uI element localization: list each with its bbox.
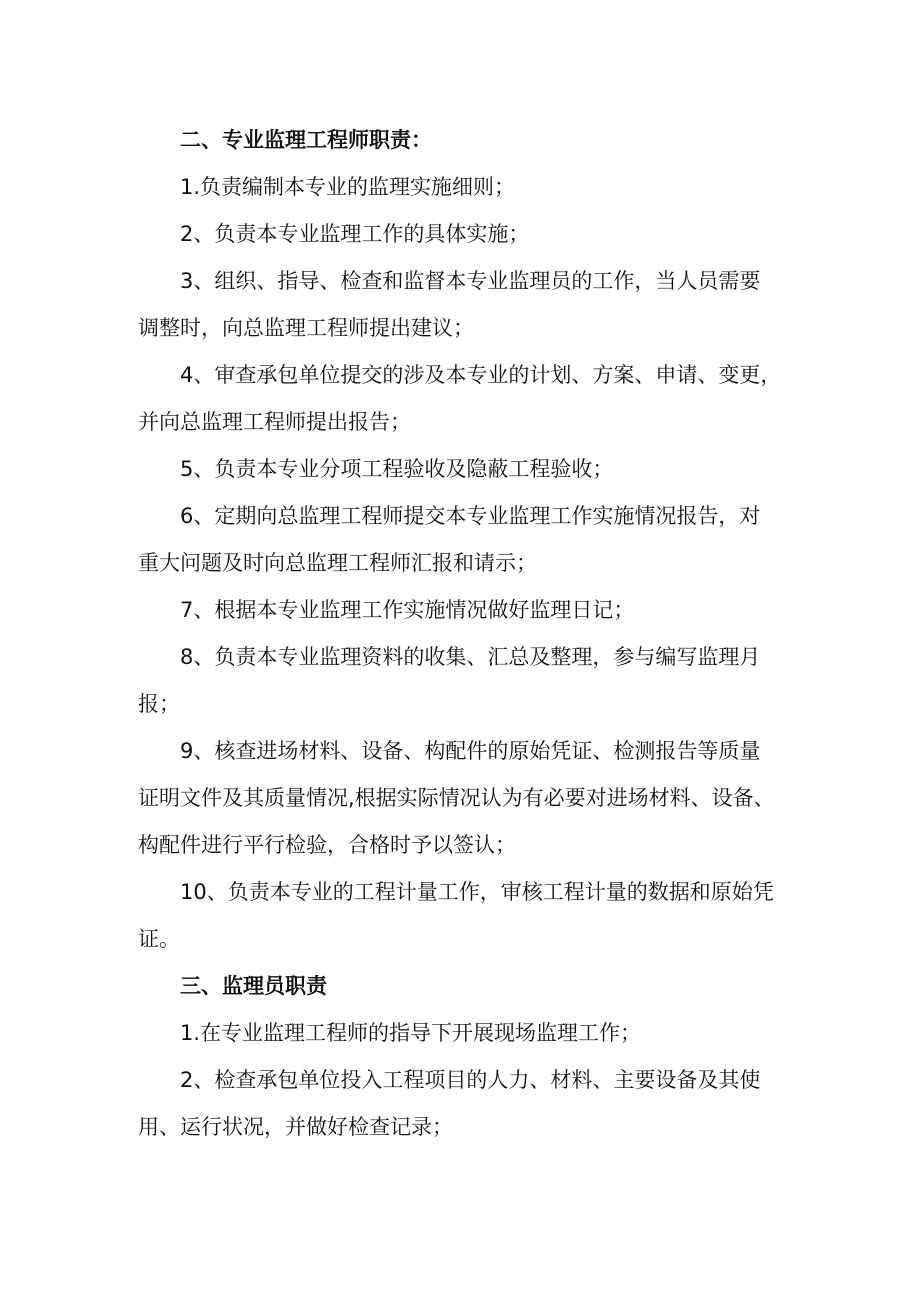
paragraph-line: 证。 xyxy=(138,927,180,951)
paragraph-line: 1.在专业监理工程师的指导下开展现场监理工作； xyxy=(180,1021,642,1045)
paragraph-line: 9、核查进场材料、设备、构配件的原始凭证、检测报告等质量 xyxy=(180,739,761,763)
paragraph-line: 构配件进行平行检验，合格时予以签认； xyxy=(138,833,516,857)
paragraph-line: 7、根据本专业监理工作实施情况做好监理日记； xyxy=(180,598,635,622)
paragraph-line: 8、负责本专业监理资料的收集、汇总及整理，参与编写监理月 xyxy=(180,645,761,669)
section-2-heading: 二、专业监理工程师职责： xyxy=(180,128,432,152)
paragraph-line: 2、检查承包单位投入工程项目的人力、材料、主要设备及其使 xyxy=(180,1068,761,1092)
document-body xyxy=(138,117,788,1151)
paragraph-line: 报； xyxy=(138,692,180,716)
paragraph-line: 调整时，向总监理工程师提出建议； xyxy=(138,316,474,340)
paragraph-line: 2、负责本专业监理工作的具体实施； xyxy=(180,222,530,246)
paragraph-line: 并向总监理工程师提出报告； xyxy=(138,410,411,434)
section-2-body xyxy=(138,164,788,963)
paragraph-line: 5、负责本专业分项工程验收及隐蔽工程验收； xyxy=(180,457,614,481)
paragraph-line: 重大问题及时向总监理工程师汇报和请示； xyxy=(138,551,537,575)
paragraph-line: 用、运行状况，并做好检查记录； xyxy=(138,1115,453,1139)
paragraph-line: 证明文件及其质量情况,根据实际情况认为有必要对进场材料、设备、 xyxy=(138,786,775,810)
section-3-heading: 三、监理员职责 xyxy=(180,974,327,998)
section-3-body xyxy=(138,1010,788,1151)
paragraph-line: 6、定期向总监理工程师提交本专业监理工作实施情况报告，对 xyxy=(180,504,761,528)
paragraph-line: 4、审查承包单位提交的涉及本专业的计划、方案、申请、变更， xyxy=(180,363,782,387)
paragraph-line: 3、组织、指导、检查和监督本专业监理员的工作，当人员需要 xyxy=(180,269,761,293)
paragraph-line: 1.负责编制本专业的监理实施细则； xyxy=(180,175,516,199)
paragraph-line: 10、负责本专业的工程计量工作，审核工程计量的数据和原始凭 xyxy=(180,880,774,904)
